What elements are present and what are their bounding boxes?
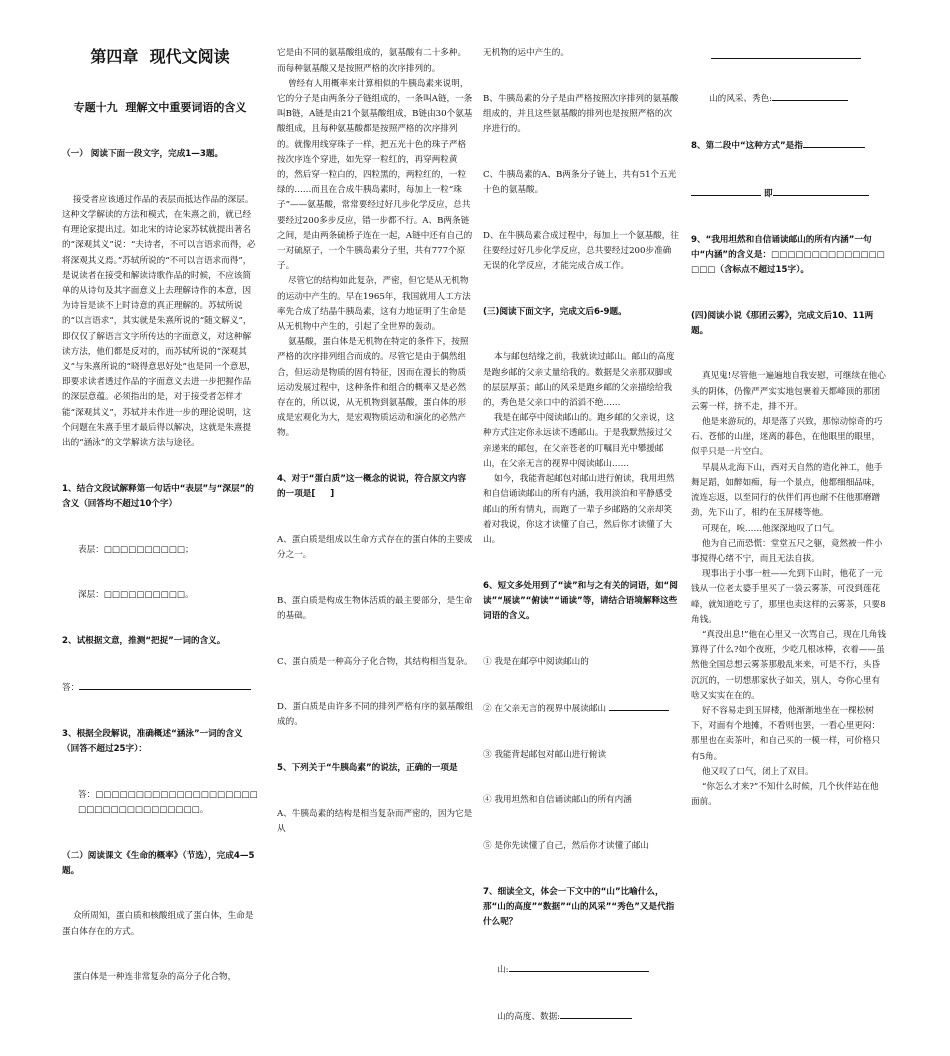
answer-line (691, 185, 887, 202)
sentence-item (483, 793, 679, 808)
passage-text: 真见鬼!尽管他一遍遍地自我安慰，可继续在他心头的阴体，仍像严严实实地包裹着天都峰顶的那团云雾一样，挤不走，排不开。 他是来游玩的，却是落了兴致，那惊动惊奇的巧石、苍郁的山崖，迷离的暮色，在他眼里的眼里，似乎只是一片空白。 早晨从北海下山，西对天自然的造化神工，他手舞足蹈，如醉如痴，每一个景点，他都细细品味，流连忘返，以至同行的伙伴们再也耐不住他那磨蹭劲，先下山了，相约在玉屏楼等他。 可现在，唉……他深深地叹了口气。 他为自己而恐慌：堂堂五尺之躯，竟然被一件小事搅得心绪不宁，而且无法自拔。 现事出于小事一桩——允到下山时，他花了一元钱从一位老太婆手里买了一袋云雾茶，可没到莲花峰，就知道吃亏了，那里也卖这样的云雾茶，只要8角钱。 “真没出息!”他在心里又一次骂自己，现在几角钱算得了什么?如个夜班，少吃几根冰棒，衣着——虽然他全国总想云雾茶那般乱来来，可是不行，头昏沉沉的，一切想那家伙子如关，别人，夸你心里有啥又实实在在的。 好不容易走到玉屏楼，他渐渐地坐在一棵松树下，对面有个地摊，不看则也罢，一看心里更闷：那里也在卖茶叶，和自己买的一模一样，可价格只有5角。 他又叹了口气，闭上了双目。 “你怎么才来?”不知什么时候，几个伙伴站在他面前。 (691, 371, 887, 808)
option-d: D、蛋白质是由许多不同的排列严格有序的氨基酸组成的。 (277, 702, 473, 728)
question-1: 1、结合文段试解释第一句话中“表层”与“深层”的含义（回答均不超过10个字） (62, 483, 254, 509)
passage-text: 它是由不同的氨基酸组成的，氨基酸有二十多种。而每种氨基酸又是按照严格的次序排列的。 曾经有人用概率来计算相似的牛胰岛素来说明，它的分子是由两条分子链组成的，一条叫A链，一条叫B链，A链是由21个氨基酸组成，B链由30个氨基酸组成，且每种氨基酸都是按照严格的次序排列的。就像用线穿珠子一样，把五光十色的珠子严格按次序连个穿进，如先穿一粒红的，再穿两粒黄的，然后穿一粒白的，四粒黑的，两粒红的，一粒绿的……而且在合成牛胰岛素时，每加上一粒“珠子”——氨基酸，常常要经过好几步化学反应，总共要经过200多步反应，错一步都不行。A、B两条链之间，是由两条硫桥子连在一起，A链中还有自己的一对硫原子，一个牛胰岛素分子里，共有777个原子。 尽管它的结构如此复杂，严密，但它是从无机物的运动中产生的。早在1965年，我国就用人工方法率先合成了结晶牛胰岛素，这有力地证明了生命是从无机物中产生的，引起了全世界的轰动。 氨基酸，蛋白体是无机物在特定的条件下，按照严格的次序排列组合而成的。尽管它是由于偶然组合，但运动是物质的固有特征，因而在漫长的物质运动发展过程中，这种条件和组合的概率又是必然存在的，所以说，从无机物到氨基酸，蛋白体的形成是宏观化为大，是宏观物质运动和演化的必然产物。 (277, 48, 473, 439)
answer-blank[interactable] (773, 185, 869, 196)
answer-line: 答：□□□□□□□□□□□□□□□□□□□□□□□□□□□□□□□□□□□。 (78, 789, 258, 815)
answer-line: 表层：□□□□□□□□□□； (78, 544, 194, 555)
answer-blank[interactable] (803, 137, 865, 148)
section-heading: （二）阅读课文《生命的概率》（节选），完成4—5题。 (62, 850, 255, 876)
answer-label: 山的高度、数据: (497, 1012, 561, 1023)
question-8 (691, 137, 887, 154)
answer-blank[interactable] (609, 700, 669, 711)
question-8-text: 8、第二段中“这种方式”是指 (691, 141, 803, 152)
question-4: 4、对于“蛋白质”这一概念的说说，符合原文内容的一项是[ ] (277, 474, 467, 500)
answer-blank[interactable] (772, 90, 848, 101)
sentence-label: ⑤ 是你先读懂了自己，然后你才读懂了邮山 (483, 840, 650, 851)
column-1 (62, 16, 258, 1016)
option-b: B、牛胰岛素的分子是由严格按照次序排列的氨基酸组成的，并且这些氨基酸的排列也是按照严格的次序进行的。 (483, 94, 679, 135)
sentence-label: ④ 我用坦然和自信诵读邮山的所有内涵 (483, 795, 632, 806)
option-a: A、牛胰岛素的结构是相当复杂而严密的，因为它是从 (277, 808, 473, 834)
answer-label: 答： (62, 683, 80, 694)
section-heading: (四)阅读小说《那团云雾》，完成文后10、11两题。 (691, 310, 874, 336)
answer-blank[interactable] (79, 679, 251, 690)
question-3: 3、根据全段解说，准确概述“涵泳”一词的含义（回答不超过25字）： (62, 728, 243, 755)
answer-line (483, 961, 679, 978)
column-4 (691, 16, 887, 841)
chapter-title: 第四章 现代文阅读 (90, 47, 230, 67)
question-2: 2、试根据文意，推测“把捉”一词的含义。 (62, 635, 226, 646)
question-5: 5、下列关于“牛胰岛素”的说法，正确的一项是 (277, 762, 458, 773)
passage-text: 无机物的运中产生的。 (483, 48, 569, 59)
sentence-label: ① 我是在邮亭中阅读邮山的 (483, 656, 589, 667)
sentence-item (483, 839, 679, 854)
answer-line (691, 90, 887, 107)
answer-line: 深层：□□□□□□□□□□。 (78, 590, 194, 601)
sentence-item (483, 700, 679, 717)
sentence-label: ② 在父亲无言的视界中展读邮山 (483, 704, 607, 715)
topic-title: 专题十九 理解文中重要词语的含义 (73, 100, 247, 114)
passage-text: 蛋白体是一种连非常复杂的高分子化合物， (62, 972, 237, 983)
answer-label: 即 (764, 189, 773, 200)
question-6: 6、短文多处用到了“读”和与之有关的词语，如“阅读”“展读”“俯读”“诵读”等，请结合语境解释这些词语的含义。 (483, 580, 678, 621)
question-9: 9、“我用坦然和自信诵读邮山的所有内涵”一句中“内涵”的含义是：□□□□□□□□□□□□□□□□□（含标点不超过15字）。 (691, 234, 885, 276)
answer-blank[interactable] (691, 185, 761, 196)
answer-label: 山: (497, 964, 509, 975)
column-2 (277, 16, 473, 867)
answer-blank[interactable] (560, 1008, 632, 1019)
option-c: C、蛋白质是一种高分子化合物，其结构相当复杂。 (277, 656, 473, 667)
option-a: A、蛋白质是组成以生命方式存在的蛋白体的主要成分之一。 (277, 534, 473, 561)
passage-text: 接受者应该通过作品的表层而抵达作品的深层。这种文学解读的方法和模式，在朱熹之前，就已经有理论家提出过。如北宋的诗论家苏轼就提出著名的“深观其义”说：“夫诗者，不可以言语求而得，必将深观其义焉。”苏轼所说的“不可以言语求而得”，是说读者在接受和解读诗歌作品的时候，不应该简单的从诗句及其字面意义上去理解诗作的本意，因为诗旨是读不上时诗意的真正理解的。苏轼所说的“以言语求”，其实就是朱熹所说的“随文解义”，即仅仅了解语言文字所传达的字面意义，对这种解读方法，他们都是反对的，而苏轼所说的“深观其义”与朱熹所说的“晓得意思好处”也是同一个意思，即要求读者透过作品的字面意义去进一步把握作品的深层意蕴。必须指出的是，对于接受者怎样才能“深观其义”，苏轼并未作进一步的理论说明，这个问题在朱熹手里才最后得以解决，这就是朱熹提出的“涵泳”的文学解读方法与途径。 (62, 194, 256, 449)
option-c: C、牛胰岛素的A、B两条分子链上，共有51个五光十色的氨基酸。 (483, 170, 677, 196)
option-d: D、在牛胰岛素合成过程中，每加上一个氨基酸，往往要经过好几步化学反应，总共要经过200步准确无误的化学反应，才能完成合成工作。 (483, 230, 679, 272)
section-heading: （一） 阅读下面一段文字，完成1—3题。 (62, 149, 224, 160)
option-b: B、蛋白质是构成生物体活质的最主要部分，是生命的基础。 (277, 595, 473, 621)
passage-text: 本与邮包结缘之前，我就读过邮山。邮山的高度是跑乡邮的父亲丈量给我的。数据是父亲那双脚或的层层厚茧；邮山的风采是跑乡邮的父亲描绘给我的，秀色是父亲口中的滔滔不绝…… 我是在邮亭中阅读邮山的。跑乡邮的父亲说，这种方式注定你永远读不透邮山。于是我默然接过父亲递来的邮包，在父亲苍老的叮嘱目光中攀援邮山，在父亲无言的视界中阅读邮山…… 如今，我能背起邮包对邮山进行俯读，我用坦然和自信诵读邮山的所有内涵，我用淡泊和平静感受邮山的所有情丸，而跑了一辈子乡邮路的父亲却笑着对我说，你这才读懂了自己，然后你才读懂了大山。 (483, 352, 675, 545)
answer-label: 山的风采、秀色: (709, 93, 773, 104)
question-7: 7、细读全文，体会一下文中的“山”比喻什么，那“山的高度”“数据”“山的风采”“秀色”又是代指什么呢？ (483, 886, 675, 927)
answer-line (483, 1008, 679, 1025)
answer-line (62, 679, 258, 696)
sentence-label: ③ 我能背起邮包对邮山进行俯读 (483, 749, 607, 760)
section-heading: (三)阅读下面文字，完成文后6-9题。 (483, 306, 627, 317)
answer-rule[interactable] (711, 46, 861, 59)
passage-text: 众所周知，蛋白质和核酸组成了蛋白体，生命是蛋白体存在的方式。 (62, 911, 254, 937)
sentence-item (483, 748, 679, 763)
sentence-item (483, 655, 679, 670)
column-3 (483, 16, 679, 1056)
answer-blank[interactable] (509, 961, 649, 972)
